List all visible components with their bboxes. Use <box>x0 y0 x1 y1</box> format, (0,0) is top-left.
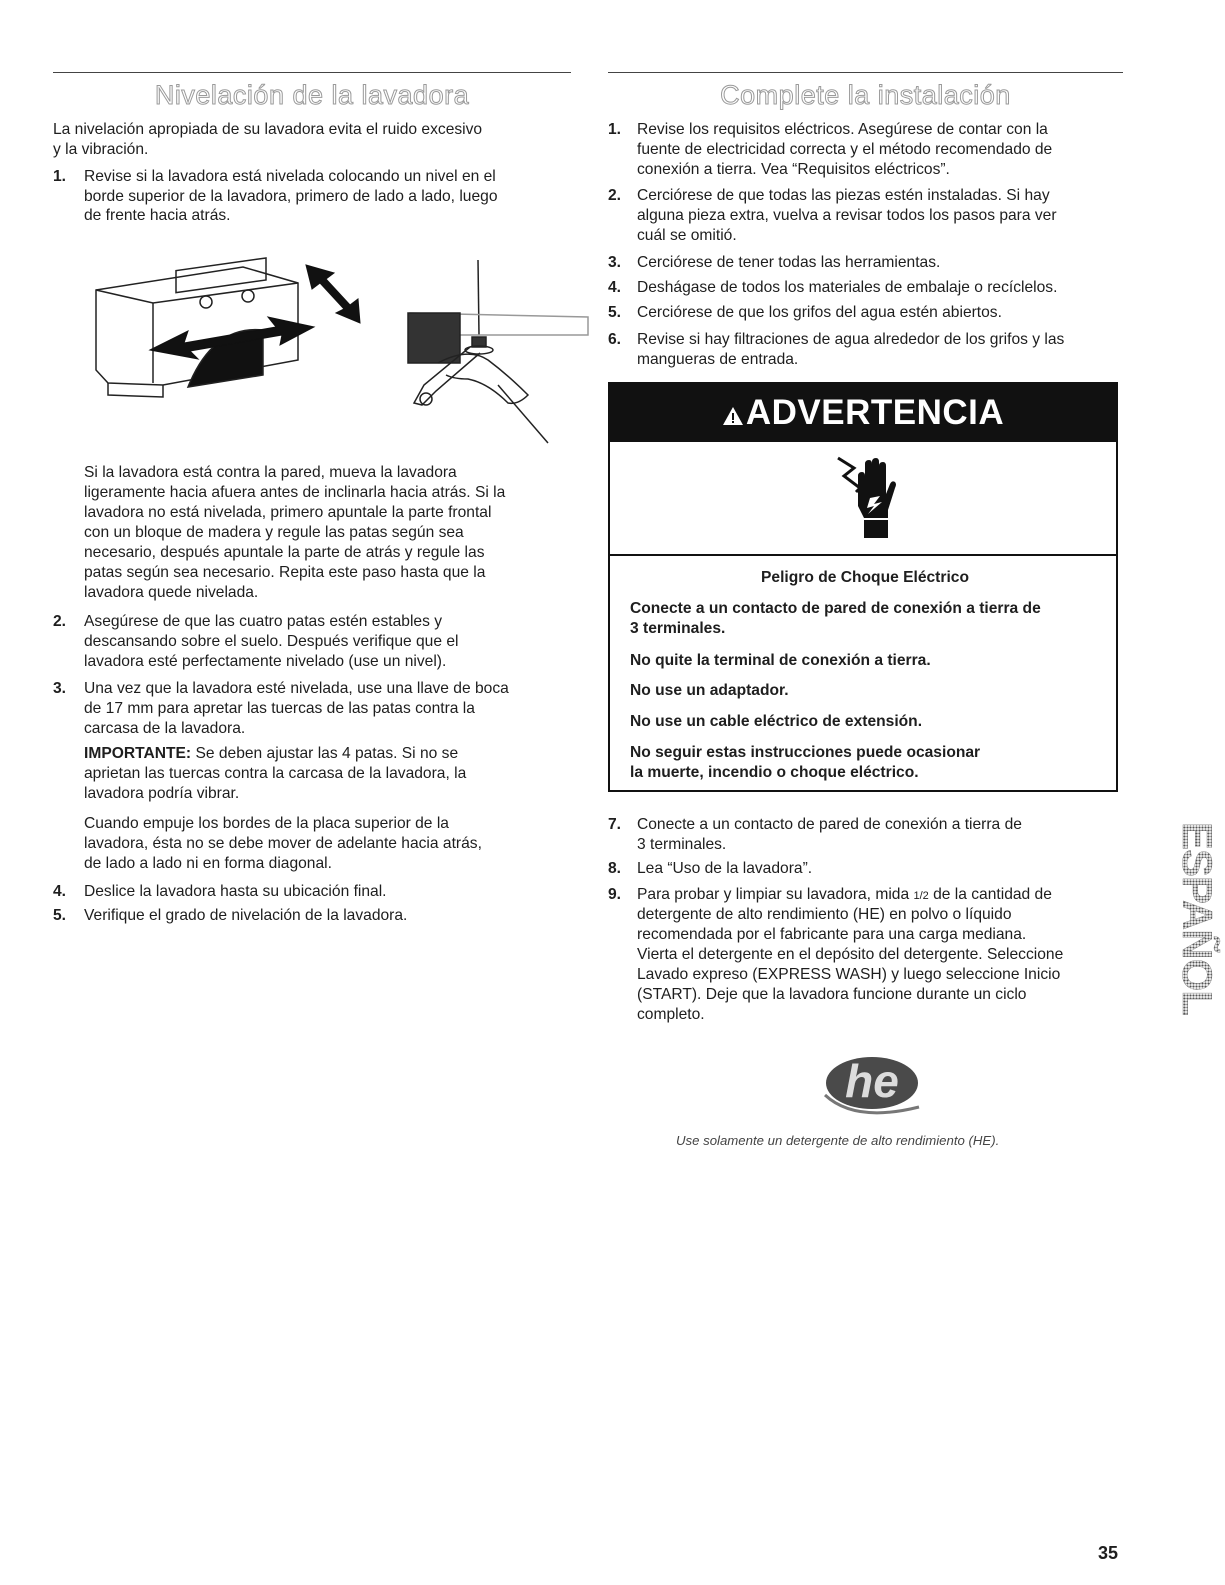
step-line: Deshágase de todos los materiales de embalaje o recíclelos. <box>637 279 1058 296</box>
intro-line: y la vibración. <box>53 141 149 158</box>
step-line: necesario, después apuntale la parte de atrás y regule las <box>84 544 485 561</box>
wrench-foot-drawing <box>408 260 588 443</box>
warning-header <box>610 384 1116 442</box>
step-line: lavadora quede nivelada. <box>84 584 259 601</box>
step-line: lavadora esté perfectamente nivelado (use un nivel). <box>84 653 447 670</box>
step-line: de lado a lado ni en forma diagonal. <box>84 855 332 872</box>
step-number: 2. <box>608 187 622 204</box>
step-line: lavadora no está nivelada, primero apuntale la parte frontal <box>84 504 492 521</box>
step-line: Cuando empuje los bordes de la placa superior de la <box>84 815 449 832</box>
step-line: conexión a tierra. Vea “Requisitos eléctricos”. <box>637 161 950 178</box>
step-line: de 17 mm para apretar las tuercas de las patas contra la <box>84 700 475 717</box>
step-number: 8. <box>608 860 622 877</box>
warning-icon-area <box>610 442 1116 556</box>
electric-shock-hand-icon <box>834 454 904 544</box>
leveling-illustration <box>88 255 543 455</box>
step-line: carcasa de la lavadora. <box>84 720 246 737</box>
step-line: Si la lavadora está contra la pared, mueva la lavadora <box>84 464 457 481</box>
warning-line: No quite la terminal de conexión a tierra. <box>630 652 931 669</box>
step-line: Cerciórese de que todas las piezas estén instaladas. Si hay <box>637 187 1050 204</box>
step-line: alguna pieza extra, vuelva a revisar todos los pasos para ver <box>637 207 1057 224</box>
step-number: 1. <box>608 121 622 138</box>
step-line: descansando sobre el suelo. Después verifique que el <box>84 633 459 650</box>
step-number: 9. <box>608 886 622 903</box>
step-number: 5. <box>53 907 67 924</box>
left-title-rule <box>53 72 571 73</box>
step-line: (START). Deje que la lavadora funcione durante un ciclo <box>637 986 1027 1003</box>
step-number: 5. <box>608 304 622 321</box>
warning-line: 3 terminales. <box>630 620 726 637</box>
warning-line: No use un cable eléctrico de extensión. <box>630 713 923 730</box>
washer-drawing <box>96 258 298 397</box>
step-line: aprietan las tuercas contra la carcasa de la lavadora, la <box>84 765 467 782</box>
step-line: completo. <box>637 1006 705 1023</box>
warning-title: ADVERTENCIA <box>745 393 1005 432</box>
step9-text: Para probar y limpiar su lavadora, mida <box>637 886 914 903</box>
warning-line: No seguir estas instrucciones puede ocasionar <box>630 744 981 761</box>
step-line: mangueras de entrada. <box>637 351 799 368</box>
danger-title: Peligro de Choque Eléctrico <box>761 569 969 586</box>
he-caption: Use solamente un detergente de alto rendimiento (HE). <box>676 1133 1000 1148</box>
step-line: Lavado expreso (EXPRESS WASH) y luego seleccione Inicio <box>637 966 1061 983</box>
step-number: 6. <box>608 331 622 348</box>
step-line: Cerciórese de que los grifos del agua estén abiertos. <box>637 304 1002 321</box>
step-line: Conecte a un contacto de pared de conexión a tierra de <box>637 816 1022 833</box>
important-note <box>84 744 458 764</box>
he-logo <box>815 1045 930 1125</box>
step-line: patas según sea necesario. Repita este paso hasta que la <box>84 564 486 581</box>
warning-triangle-icon <box>722 406 744 426</box>
step-line: ligeramente hacia afuera antes de inclinarla hacia atrás. Si la <box>84 484 506 501</box>
page-number: 35 <box>1098 1543 1119 1563</box>
side-tab-text: ESPAÑOL <box>1174 822 1221 1015</box>
step-line: Cerciórese de tener todas las herramientas. <box>637 254 941 271</box>
step-number: 4. <box>608 279 622 296</box>
step-line: con un bloque de madera y regule las patas según sea <box>84 524 464 541</box>
warning-line: Conecte a un contacto de pared de conexión a tierra de <box>630 600 1041 617</box>
language-side-tab <box>1150 820 1221 1056</box>
important-text: Se deben ajustar las 4 patas. Si no se <box>191 745 459 762</box>
step-line: recomendada por el fabricante para una carga mediana. <box>637 926 1027 943</box>
section-title-leveling: Nivelación de la lavadora <box>154 80 470 110</box>
step-line: Revise si hay filtraciones de agua alrededor de los grifos y las <box>637 331 1065 348</box>
step-line: de frente hacia atrás. <box>84 207 231 224</box>
warning-line: la muerte, incendio o choque eléctrico. <box>630 764 919 781</box>
step-line: Asegúrese de que las cuatro patas estén estables y <box>84 613 443 630</box>
step-line: detergente de alto rendimiento (HE) en polvo o líquido <box>637 906 1012 923</box>
step-line: Vierta el detergente en el depósito del detergente. Seleccione <box>637 946 1064 963</box>
right-title-rule <box>608 72 1123 73</box>
step9-text: de la cantidad de <box>928 886 1052 903</box>
step-line <box>637 885 1052 907</box>
step-number: 7. <box>608 816 622 833</box>
step-line: Verifique el grado de nivelación de la lavadora. <box>84 907 408 924</box>
important-label: IMPORTANTE: <box>84 745 192 762</box>
step-number: 3. <box>608 254 622 271</box>
step-number: 2. <box>53 613 67 630</box>
step-line: Deslice la lavadora hasta su ubicación final. <box>84 883 387 900</box>
step-number: 4. <box>53 883 67 900</box>
step-line: Lea “Uso de la lavadora”. <box>637 860 813 877</box>
step-line: lavadora podría vibrar. <box>84 785 240 802</box>
step-number: 1. <box>53 168 67 185</box>
warning-box <box>608 382 1118 792</box>
he-logo-text: he <box>845 1055 899 1107</box>
step-line: lavadora, ésta no se debe mover de adelante hacia atrás, <box>84 835 482 852</box>
step-line: Revise los requisitos eléctricos. Asegúrese de contar con la <box>637 121 1048 138</box>
intro-line: La nivelación apropiada de su lavadora evita el ruido excesivo <box>53 121 483 138</box>
step-line: borde superior de la lavadora, primero de lado a lado, luego <box>84 188 498 205</box>
section-title-complete-installation: Complete la instalación <box>720 80 1011 110</box>
step-line: Revise si la lavadora está nivelada colocando un nivel en el <box>84 168 496 185</box>
step-line: 3 terminales. <box>637 836 727 853</box>
step-line: fuente de electricidad correcta y el método recomendado de <box>637 141 1053 158</box>
step-line: cuál se omitió. <box>637 227 737 244</box>
warning-line: No use un adaptador. <box>630 682 789 699</box>
step-number: 3. <box>53 680 67 697</box>
fraction-half: 1/2 <box>913 890 929 902</box>
step-line: Una vez que la lavadora esté nivelada, use una llave de boca <box>84 680 509 697</box>
